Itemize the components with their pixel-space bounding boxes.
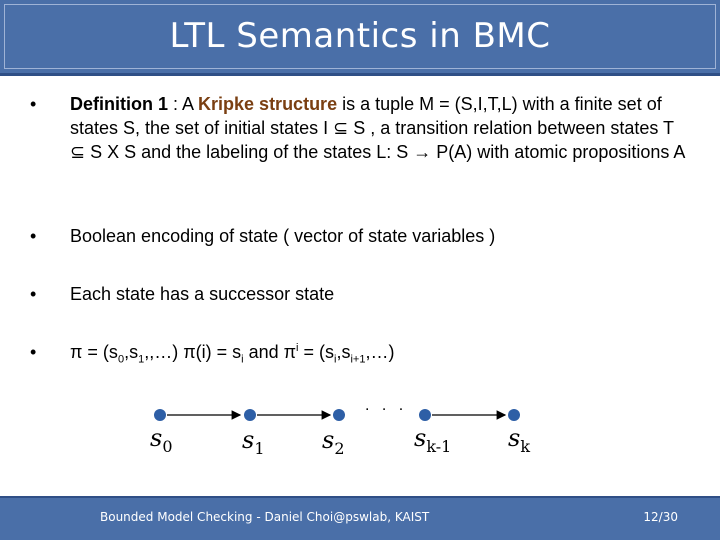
state-sub: 0 — [162, 436, 173, 456]
bullet-marker: • — [30, 284, 37, 304]
page-number: 12/30 — [643, 510, 678, 524]
state-node — [419, 409, 431, 421]
state-base: s — [508, 424, 521, 452]
formula-part: ,…) — [365, 342, 395, 362]
path-ellipsis: . . . — [365, 397, 408, 414]
definition-label: Definition 1 — [70, 94, 168, 114]
state-base: s — [150, 424, 163, 452]
state-sub: 1 — [254, 438, 265, 458]
slide-title: LTL Semantics in BMC — [169, 16, 551, 56]
kripke-term: Kripke structure — [198, 94, 338, 114]
formula-part: π = (s — [70, 342, 118, 362]
formula-part: ,s — [336, 342, 351, 362]
state-base: s — [242, 426, 255, 454]
state-sub: k — [520, 436, 531, 456]
state-base: s — [414, 424, 427, 452]
definition-colon: : A — [168, 94, 199, 114]
bullet-marker: • — [30, 94, 37, 114]
state-base: s — [322, 426, 335, 454]
formula-sub: 1 — [138, 353, 145, 366]
state-node — [333, 409, 345, 421]
path-formula — [70, 340, 690, 364]
state-node — [508, 409, 520, 421]
bullet-text: Each state has a successor state — [70, 284, 335, 304]
formula-part: ,,…) π(i) = s — [144, 342, 242, 362]
formula-sub: i — [334, 353, 337, 366]
state-label-sk — [508, 424, 531, 456]
footer-bar — [0, 496, 720, 540]
state-label-s0 — [150, 424, 173, 456]
state-sub: k-1 — [426, 436, 452, 456]
formula-sub: i+1 — [350, 353, 366, 366]
definition-body: is a tuple M = (S,I,T,L) with a finite set of states S, the set of initial states I ⊆ S , a transition relation between states T ⊆ S X S and the labeling of the states L: S → P(A) with atomic propositions A — [70, 94, 686, 162]
state-label-sk-1 — [414, 424, 452, 456]
formula-sub: 0 — [117, 353, 125, 366]
formula-part: = (s — [298, 342, 334, 362]
state-label-s2 — [322, 426, 345, 458]
bullet-text — [70, 92, 690, 164]
state-label-s1 — [242, 426, 265, 458]
bullet-marker: • — [30, 342, 37, 362]
footer-text: Bounded Model Checking - Daniel Choi@pswlab, KAIST — [100, 510, 430, 524]
title-bar — [0, 0, 720, 76]
formula-part: ,s — [124, 342, 139, 362]
formula-sub: i — [241, 353, 244, 366]
bullet-text: Boolean encoding of state ( vector of state variables ) — [70, 226, 496, 246]
state-sub: 2 — [334, 438, 345, 458]
bullet-marker: • — [30, 226, 37, 246]
formula-sup: i — [296, 342, 299, 354]
state-node — [154, 409, 166, 421]
formula-part: and π — [243, 342, 297, 362]
state-node — [244, 409, 256, 421]
